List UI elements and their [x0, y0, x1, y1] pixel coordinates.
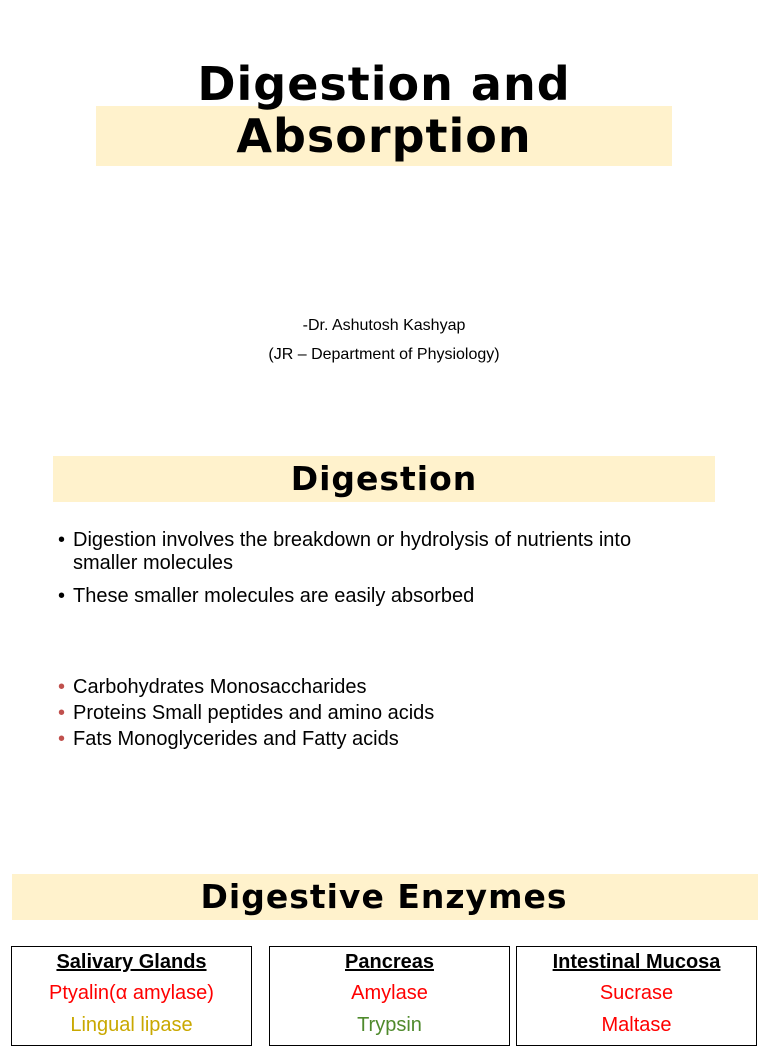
digestion-points: [58, 529, 698, 618]
enzyme-column-salivary: [11, 946, 252, 1046]
author-block: [0, 311, 768, 369]
conversion-text: Proteins Small peptides and amino acids: [73, 702, 435, 724]
bullet-icon: •: [58, 585, 66, 607]
enzyme-item: Sucrase: [599, 982, 674, 1004]
bullet-icon: •: [58, 728, 66, 750]
conversion-text: Fats Monoglycerides and Fatty acids: [73, 728, 399, 750]
list-item: [58, 585, 698, 608]
enzyme-item: Maltase: [601, 1014, 672, 1036]
nutrient-conversions: [58, 674, 698, 752]
list-item: [58, 674, 698, 700]
list-item: [58, 726, 698, 752]
enzyme-item: Amylase: [351, 982, 428, 1004]
title-line-1: Digestion and: [197, 57, 571, 111]
point-text: Digestion involves the breakdown or hydrolysis of nutrients into smaller molecules: [73, 529, 632, 574]
enzymes-heading: Digestive Enzymes: [200, 877, 568, 916]
enzyme-column-intestinal: [516, 946, 757, 1046]
conversion-text: Carbohydrates Monosaccharides: [73, 676, 367, 698]
column-header: Pancreas: [345, 951, 434, 973]
list-item: [58, 529, 698, 575]
list-item: [58, 700, 698, 726]
author-name: -Dr. Ashutosh Kashyap: [302, 317, 466, 334]
title-line-2: Absorption: [236, 109, 532, 163]
presentation-title: [0, 58, 768, 162]
column-header: Salivary Glands: [56, 951, 207, 973]
enzyme-item: Ptyalin(α amylase): [49, 982, 214, 1004]
bullet-icon: •: [58, 702, 66, 724]
digestion-heading: Digestion: [290, 459, 478, 498]
bullet-icon: •: [58, 529, 66, 551]
enzyme-column-pancreas: [269, 946, 510, 1046]
point-text: These smaller molecules are easily absorbed: [73, 585, 475, 607]
enzyme-item: Lingual lipase: [70, 1014, 193, 1036]
enzyme-item: Trypsin: [357, 1014, 422, 1036]
bullet-icon: •: [58, 676, 66, 698]
column-header: Intestinal Mucosa: [552, 951, 721, 973]
author-affiliation: (JR – Department of Physiology): [268, 346, 500, 363]
